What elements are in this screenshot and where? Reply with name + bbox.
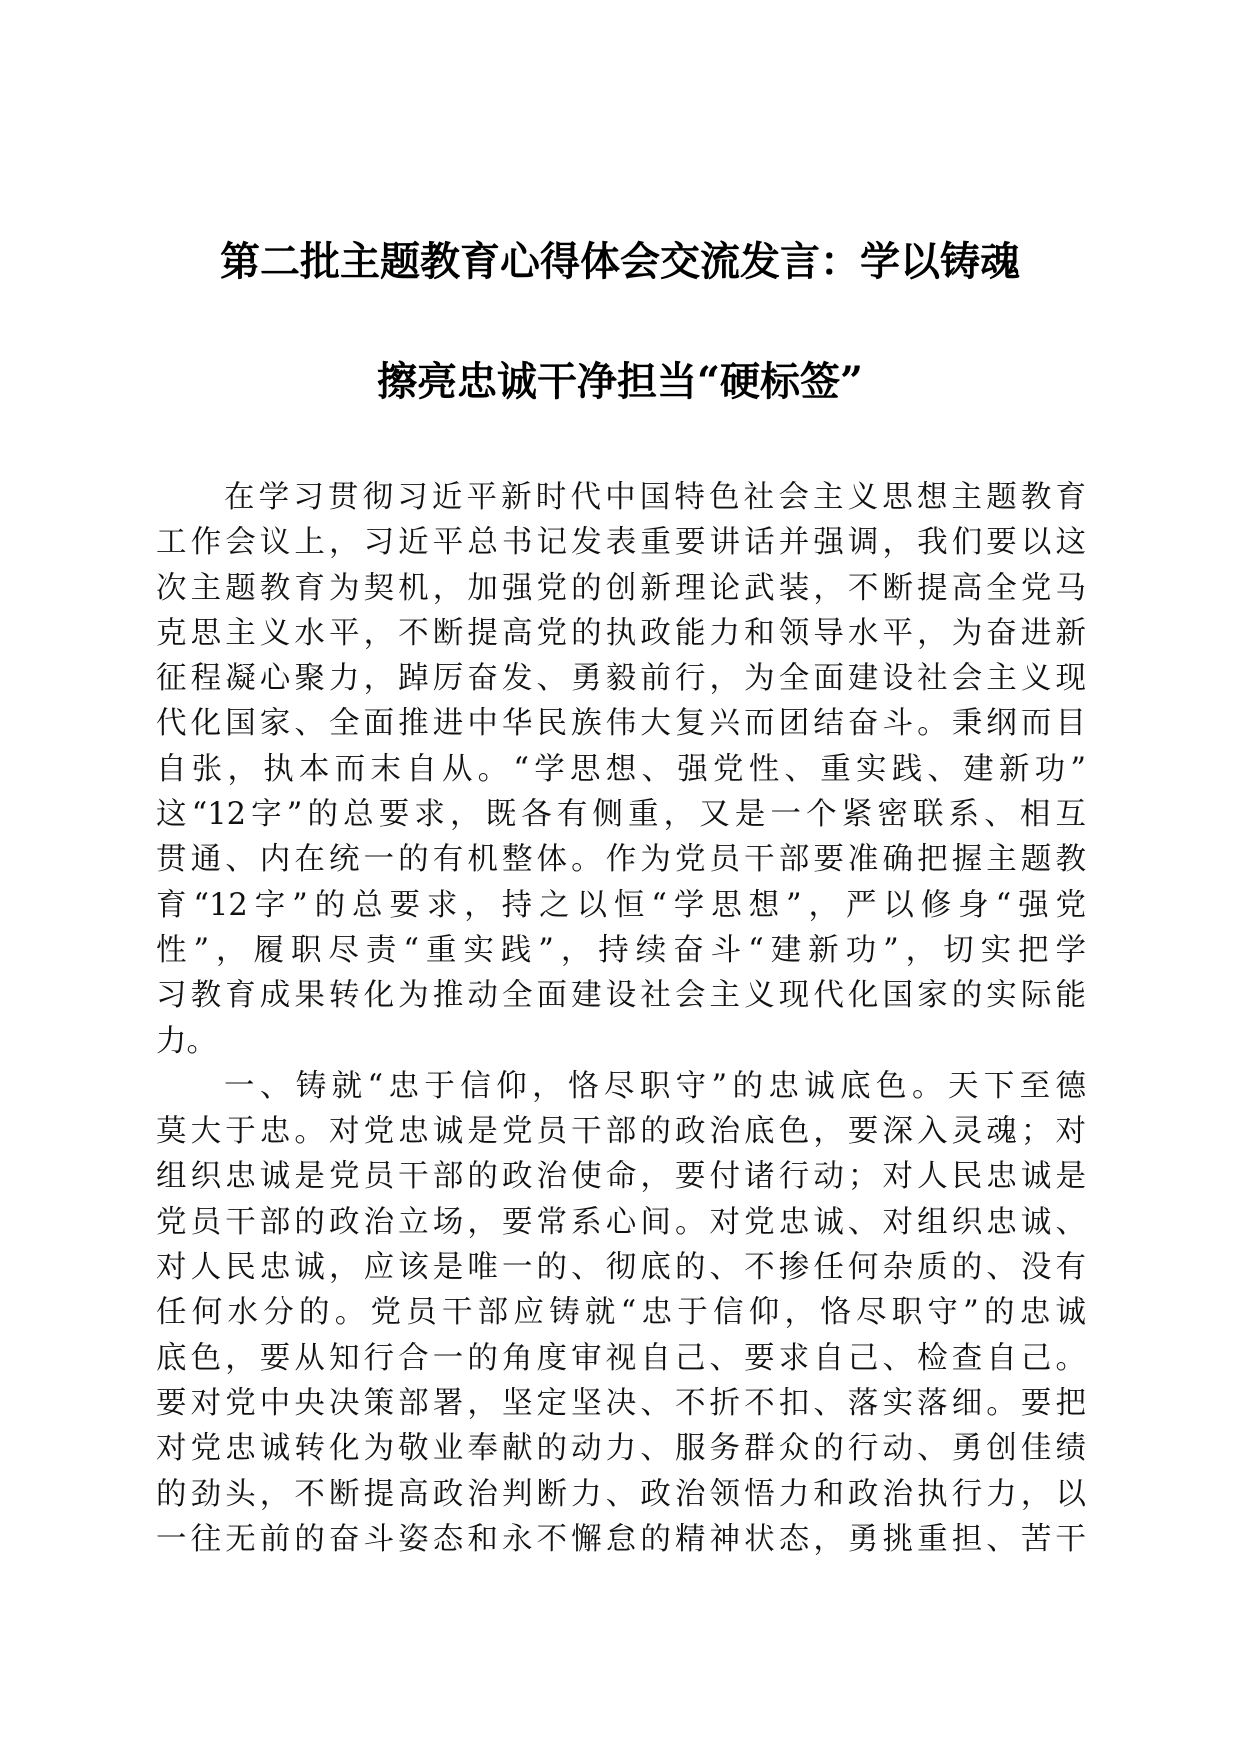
text-line: 征程凝心聚力，踔厉奋发、勇毅前行，为全面建设社会主义现 <box>156 661 1086 697</box>
text-line: 性”，履职尽责“重实践”，持续奋斗“建新功”，切实把学 <box>156 932 1086 968</box>
text-line: 底色，要从知行合一的角度审视自己、要求自己、检查自己。 <box>156 1340 1086 1376</box>
text-line: 任何水分的。党员干部应铸就“忠于信仰，恪尽职守”的忠诚 <box>156 1295 1086 1331</box>
text-line: 这“12字”的总要求，既各有侧重，又是一个紧密联系、相互 <box>156 797 1086 833</box>
text-line: 一、铸就“忠于信仰，恪尽职守”的忠诚底色。天下至德 <box>224 1068 1086 1104</box>
text-line: 要对党中央决策部署，坚定坚决、不折不扣、落实落细。要把 <box>156 1385 1086 1421</box>
paragraph-intro <box>156 475 1086 1064</box>
text-line: 克思主义水平，不断提高党的执政能力和领导水平，为奋进新 <box>156 615 1086 651</box>
text-line: 的劲头，不断提高政治判断力、政治领悟力和政治执行力，以 <box>156 1476 1086 1512</box>
document-title-line-2: 擦亮忠诚干净担当“硬标签” <box>376 358 863 405</box>
text-line: 育“12字”的总要求，持之以恒“学思想”，严以修身“强党 <box>156 887 1086 923</box>
text-line: 贯通、内在统一的有机整体。作为党员干部要准确把握主题教 <box>156 842 1086 878</box>
document-body <box>156 475 1086 1562</box>
text-line: 习教育成果转化为推动全面建设社会主义现代化国家的实际能 <box>156 978 1086 1014</box>
text-line: 自张，执本而末自从。“学思想、强党性、重实践、建新功” <box>156 751 1086 787</box>
text-line: 在学习贯彻习近平新时代中国特色社会主义思想主题教育 <box>224 480 1086 515</box>
text-line: 对党忠诚转化为敬业奉献的动力、服务群众的行动、勇创佳绩 <box>156 1431 1086 1467</box>
paragraph-section-1 <box>156 1064 1086 1562</box>
text-line: 莫大于忠。对党忠诚是党员干部的政治底色，要深入灵魂；对 <box>156 1114 1086 1150</box>
document-title-line-1: 第二批主题教育心得体会交流发言：学以铸魂 <box>220 238 1020 285</box>
text-line: 工作会议上，习近平总书记发表重要讲话并强调，我们要以这 <box>156 525 1086 561</box>
text-line: 党员干部的政治立场，要常系心间。对党忠诚、对组织忠诚、 <box>156 1204 1086 1240</box>
text-line: 力。 <box>156 1023 217 1059</box>
text-line: 组织忠诚是党员干部的政治使命，要付诸行动；对人民忠诚是 <box>156 1159 1086 1195</box>
text-line: 一往无前的奋斗姿态和永不懈怠的精神状态，勇挑重担、苦干 <box>156 1521 1086 1557</box>
text-line: 次主题教育为契机，加强党的创新理论武装，不断提高全党马 <box>156 570 1086 606</box>
text-line: 代化国家、全面推进中华民族伟大复兴而团结奋斗。秉纲而目 <box>156 706 1086 742</box>
text-line: 对人民忠诚，应该是唯一的、彻底的、不掺任何杂质的、没有 <box>156 1250 1086 1286</box>
